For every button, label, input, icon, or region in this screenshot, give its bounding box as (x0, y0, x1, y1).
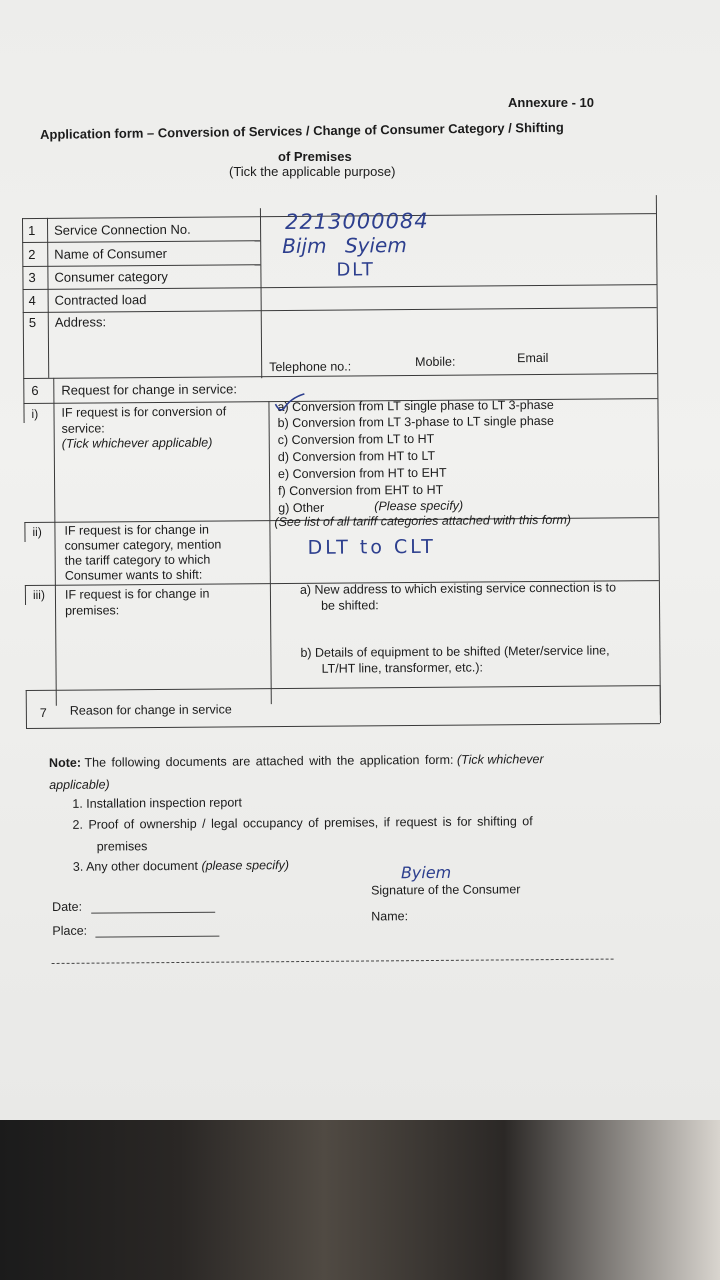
conversion-hint: (Tick whichever applicable) (61, 435, 213, 451)
annexure-label: Annexure - 10 (508, 95, 594, 110)
reason-label: Reason for change in service (69, 702, 232, 718)
row-number: iii) (32, 587, 45, 602)
doc-item-3-specify: (please specify) (201, 858, 290, 873)
new-address-label-line2: be shifted: (320, 598, 379, 613)
telephone-label: Telephone no.: (269, 359, 352, 375)
separator-line (52, 959, 614, 964)
row-number: 4 (28, 292, 36, 309)
row-number: 5 (28, 314, 37, 331)
row-number: 6 (31, 382, 39, 398)
note-tick: (Tick whichever (456, 752, 544, 767)
category-change-label-line: Consumer wants to shift: (64, 567, 203, 583)
mobile-label: Mobile: (415, 354, 456, 369)
note-text (49, 752, 544, 770)
option-e: e) Conversion from HT to EHT (277, 465, 447, 482)
row-number: i) (31, 406, 39, 421)
premises-change-label: IF request is for change in (64, 586, 210, 602)
option-d: d) Conversion from HT to LT (277, 448, 436, 465)
row-number: ii) (32, 524, 42, 539)
new-address-label: a) New address to which existing service connection is to (299, 580, 617, 597)
doc-item-2-cont: premises (96, 839, 148, 854)
handwritten-signature: Byiem (400, 862, 452, 883)
contracted-load-label: Contracted load (54, 292, 147, 308)
name-label: Name: (371, 909, 409, 924)
consumer-category-label: Consumer category (54, 268, 168, 285)
equipment-details-label: b) Details of equipment to be shifted (Meter/service line, (300, 643, 610, 660)
option-a: a) Conversion from LT single phase to LT 3-phase (277, 397, 554, 415)
form-subtitle: (Tick the applicable purpose) (229, 164, 396, 179)
doc-item-3 (73, 858, 289, 874)
option-c: c) Conversion from LT to HT (277, 431, 435, 448)
option-g: g) Other (278, 500, 325, 516)
premises-change-label-line2: premises: (65, 603, 120, 618)
row-number: 2 (28, 246, 36, 263)
option-g-note: (Please specify) (374, 498, 464, 514)
category-change-label-line: consumer category, mention (64, 537, 222, 553)
category-change-label-line: the tariff category to which (64, 552, 211, 568)
form-title: Application form – Conversion of Services / Change of Consumer Category / Shifting (40, 119, 564, 142)
handwritten-consumer-name: Bijm Syiem (282, 233, 407, 259)
note-body: The following documents are attached with the application form: (84, 752, 454, 770)
request-change-label: Request for change in service: (61, 381, 238, 398)
consumer-name-label: Name of Consumer (54, 245, 168, 262)
row-number: 7 (39, 705, 47, 720)
category-change-label: IF request is for change in (64, 522, 210, 538)
form-title-line2: of Premises (278, 149, 352, 164)
row-number: 1 (28, 222, 36, 239)
background-surface (0, 1120, 720, 1280)
place-label: Place: (52, 923, 88, 938)
email-label: Email (517, 350, 549, 366)
conversion-label: IF request is for conversion of (61, 404, 227, 420)
place-field (95, 936, 219, 938)
doc-item-1: 1. Installation inspection report (72, 795, 242, 811)
address-label: Address: (54, 314, 107, 330)
option-b: b) Conversion from LT 3-phase to LT single phase (277, 413, 554, 431)
note-lead: Note: (48, 755, 82, 771)
doc-item-3-text: 3. Any other document (72, 858, 198, 874)
doc-item-2: 2. Proof of ownership / legal occupancy of premises, if request is for shifting of (72, 814, 533, 832)
date-field (91, 912, 215, 914)
equipment-details-label-line2: LT/HT line, transformer, etc.): (321, 660, 483, 676)
signature-label: Signature of the Consumer (370, 882, 521, 898)
date-label: Date: (52, 899, 83, 914)
conversion-label-line2: service: (61, 421, 105, 436)
option-f: f) Conversion from EHT to HT (278, 482, 444, 499)
note-tick-line2: applicable) (49, 777, 110, 793)
handwritten-category-change: DLT to CLT (307, 535, 436, 559)
handwritten-category: DLT (336, 259, 375, 281)
handwritten-service-no: 2213000084 (284, 208, 429, 234)
row-number: 3 (28, 269, 36, 286)
tariff-list-note: (See list of all tariff categories attached with this form) (274, 512, 572, 530)
service-connection-label: Service Connection No. (54, 221, 191, 238)
